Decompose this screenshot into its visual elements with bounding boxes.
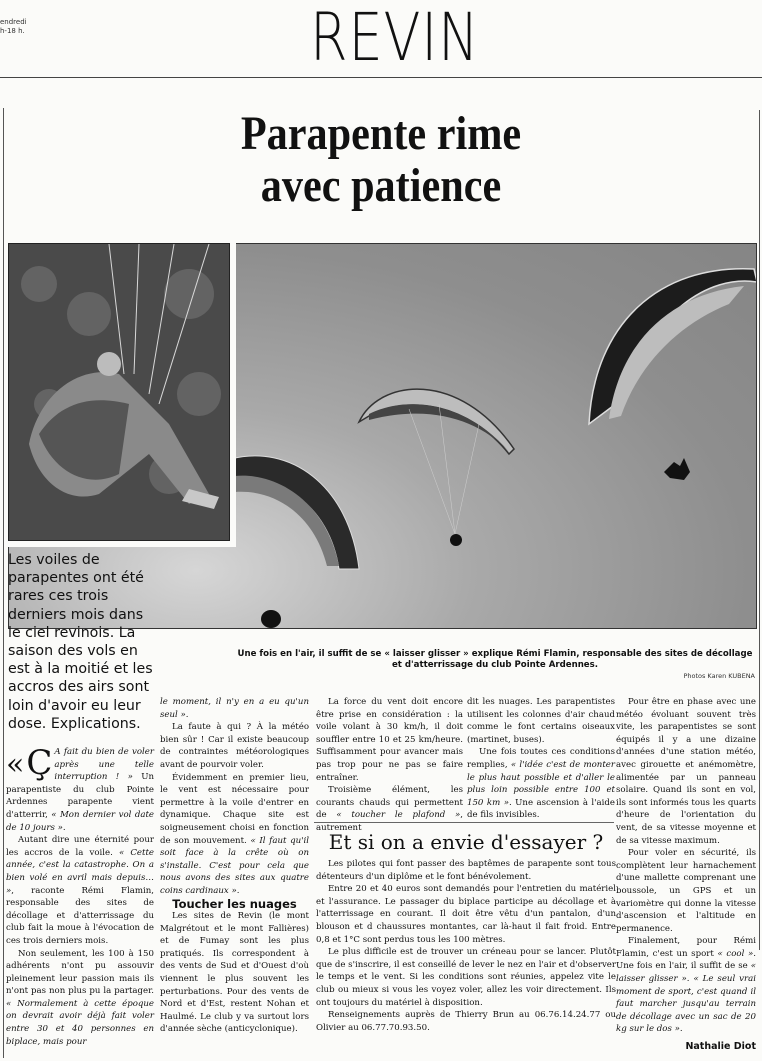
pilot-inset-photo-frame bbox=[8, 243, 236, 547]
header-rule bbox=[0, 77, 762, 78]
article-column-2 bbox=[160, 696, 309, 1036]
quote: « Le seul vrai moment de sport, c'est quand il faut marcher jusqu'au terrain de décollage avec un sac de 20 kg sur le dos » bbox=[616, 974, 756, 1035]
box-divider bbox=[314, 822, 614, 823]
article-column-3 bbox=[316, 696, 463, 835]
text: , raconte Rémi Flamin, responsable des sites de décollage et d'atterrissage du club fait la moue à l'évocation de ces trois derniers mois. bbox=[6, 885, 154, 946]
text: Évidemment en premier lieu, le vent est nécessaire pour permettre à la voile d'entrer en dynamique. Chaque site est soigneusement choisi en fonction de son mouvement. bbox=[160, 772, 309, 846]
text: Non seulement, les 100 à 150 adhérents n'ont pu assouvir pleinement leur passion mais ils n'ont pas non plus pu la partager. bbox=[6, 948, 154, 997]
paragraph: Les sites de Revin (le mont Malgrétout et le mont Fallières) et de Fumay sont les plus pratiqués. Ils correspondent à des vents de Sud et d'Ouest d'où viennent le plus souvent les perturbations. Pour des vents de Nord et d'Est, restent Nohan et Haulmé. Le club y va surtout lors d'année sèche (anticyclonique). bbox=[160, 911, 309, 1035]
drop-cap: Ç bbox=[26, 743, 53, 783]
section-title: REVIN bbox=[310, 0, 480, 76]
text: Troisième élément, les courants chauds qui permettent de bbox=[316, 785, 463, 821]
article-column-4 bbox=[467, 696, 615, 822]
edge-note bbox=[0, 18, 27, 36]
paragraph: Pour voler en sécurité, ils complètent leur harnachement d'une mallette comprenant une boussole, un GPS et un variomètre qui donne la vitesse d'ascension et l'altitude en permanence. bbox=[616, 848, 756, 934]
caption-line: Une fois en l'air, il suffit de se « laisser glisser » explique Rémi Flamin, responsable des sites de décollage bbox=[237, 649, 753, 659]
quote: « Cette année, c'est la catastrophe. On a bien volé en avril mais depuis… » bbox=[6, 847, 154, 896]
pilot-illustration bbox=[9, 244, 229, 540]
paragraph: Les pilotes qui font passer des baptêmes de parapente sont tous détenteurs d'un diplôme et le font bénévolement. bbox=[316, 859, 616, 882]
paragraph: Renseignements auprès de Thierry Brun au 06.76.14.24.77 ou Olivier au 06.77.70.93.50. bbox=[316, 1010, 616, 1033]
text: . Une ascension à l'aide de fils invisibles. bbox=[467, 797, 615, 821]
author-signature: Nathalie Diot bbox=[685, 1041, 756, 1053]
paragraph: Pour être en phase avec une météo évoluant souvent très vite, les parapentistes se sont équipés il y a une dizaine d'années d'une station météo, avec girouette et anémomètre, alimentée par un panneau solaire. Quand ils sont en vol, ils sont informés tous les quarts d'heure de l'orientation du vent, de sa vitesse moyenne et de sa vitesse maximum. bbox=[616, 697, 756, 846]
glider-wing bbox=[231, 456, 359, 569]
paragraph bbox=[316, 784, 463, 834]
quote: « Normalement à cette époque on devrait avoir déjà fait voler entre 30 et 40 personnes en biplace, mais pour bbox=[6, 998, 154, 1047]
text: , autrement bbox=[316, 810, 463, 833]
quote: « l'idée c'est de monter le plus haut possible et d'aller le plus loin possible entre 100 et 150 km » bbox=[467, 759, 615, 808]
text: . bbox=[686, 974, 694, 985]
headline bbox=[46, 108, 717, 212]
paragraph bbox=[6, 834, 154, 947]
pilot-inset-photo bbox=[8, 243, 230, 541]
text: Un parapentiste du club Pointe Ardennes parapente vient d'atterrir, bbox=[6, 772, 154, 820]
paragraph: dit les nuages. Les parapentistes utilisent les colonnes d'air chaud comme le font certains oiseaux (martinet, buses). bbox=[467, 697, 615, 745]
quote: A fait du bien de voler après une telle interruption ! » bbox=[54, 747, 154, 783]
paragraph: La faute à qui ? À la météo bien sûr ! Car il existe beaucoup de contraintes météorologiques avant de pourvoir voler. bbox=[160, 722, 309, 770]
paragraph bbox=[160, 696, 309, 721]
quote: « toucher le plafond » bbox=[336, 810, 461, 821]
paragraph: La force du vent doit encore être prise en considération : la voile volant à 30 km/h, il doit souffler entre 10 et 25 km/heure. Suffisamment pour avancer mais pas trop pour ne pas se faire entraîner. bbox=[316, 697, 463, 783]
column-rule-left bbox=[3, 108, 4, 1058]
glider-wing bbox=[359, 389, 514, 454]
lede: Les voiles de parapentes ont été rares ces trois derniers mois dans le ciel revinois. La saison des vols en est à la moitié et les accros des airs sont loin d'avoir eu leur dose. Explications. bbox=[8, 552, 153, 732]
article-column-1 bbox=[6, 743, 154, 1048]
pilot bbox=[664, 458, 690, 480]
photo-credit: Photos Karen KUBENA bbox=[683, 672, 755, 680]
text: Autant dire une éternité pour les accros de la voile. bbox=[6, 835, 154, 858]
quote: « cool » bbox=[717, 948, 754, 959]
text: Une fois toutes ces conditions remplies, bbox=[467, 747, 615, 770]
quote: « Mon dernier vol date de 10 jours ». bbox=[6, 809, 154, 833]
paragraph: Le plus difficile est de trouver un créneau pour se lancer. Plutôt que de s'inscrire, il est conseillé de lever le nez en l'air et d'observer le temps et le vent. Si les conditions sont réunies, appelez vite le club ou mieux si vous les voyez voler, allez les voir directement. Ils ont toujours du matériel à disposition. bbox=[316, 947, 616, 1008]
quote: « laisser glisser » bbox=[616, 961, 756, 985]
paragraph bbox=[6, 948, 154, 1049]
paragraph bbox=[160, 772, 309, 898]
article-column-5 bbox=[616, 696, 756, 1054]
quote: le moment, il n'y en a eu qu'un seul ». bbox=[160, 697, 309, 720]
column-rule-right bbox=[759, 110, 760, 950]
subheading: Toucher les nuages bbox=[172, 896, 297, 911]
pilot bbox=[261, 610, 281, 628]
edge-note-line: endredi bbox=[0, 18, 27, 26]
text: . Une fois en l'air, il suffit de se bbox=[616, 948, 756, 972]
photo-caption bbox=[235, 649, 755, 671]
open-quote-mark: « bbox=[6, 747, 25, 782]
pilot bbox=[450, 534, 462, 546]
text: Finalement, pour Rémi Flamin, c'est un sport bbox=[616, 936, 756, 959]
headline-line: Parapente rime bbox=[240, 107, 522, 160]
box-body bbox=[316, 858, 616, 1034]
quote: « Il faut qu'il soit face à la crête où on s'installe. C'est pour cela que nous avons des sites aux quatre coins cardinaux ». bbox=[160, 835, 309, 896]
paragraph bbox=[616, 935, 756, 1036]
text: . bbox=[679, 1024, 683, 1035]
paragraph: Entre 20 et 40 euros sont demandés pour l'entretien du matériel et l'assurance. Le passager du biplace participe au décollage et à l'atterrissage en courant. Il doit être vêtu d'un pantalon, d'un blouson et d chaussures montantes, car là-haut il fait froid. Entre 0,8 et 1°C sont perdus tous les 100 mètres. bbox=[316, 884, 616, 945]
edge-note-line: h-18 h. bbox=[0, 27, 25, 35]
headline-line: avec patience bbox=[260, 159, 502, 212]
box-title: Et si on a envie d'essayer ? bbox=[328, 830, 604, 854]
paragraph bbox=[6, 743, 154, 834]
paragraph bbox=[467, 746, 615, 822]
caption-line: et d'atterrissage du club Pointe Ardennes. bbox=[391, 660, 599, 670]
